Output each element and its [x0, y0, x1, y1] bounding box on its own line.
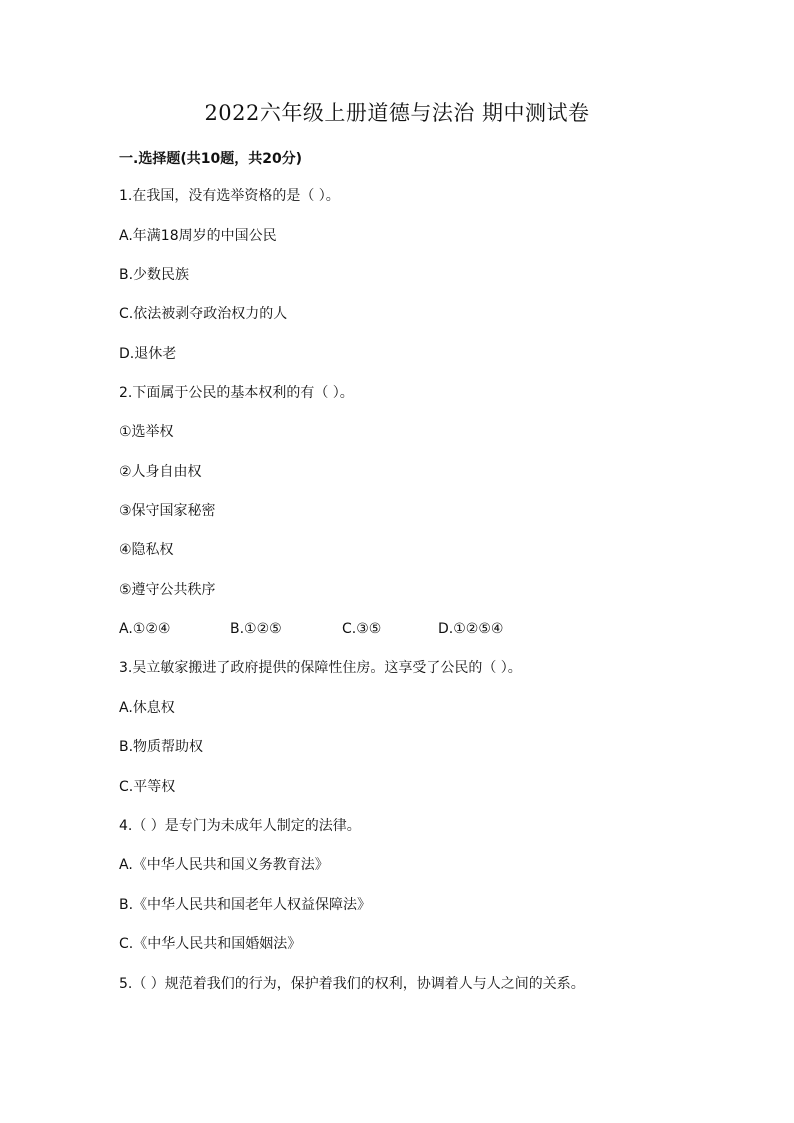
question-1-stem: 1.在我国，没有选举资格的是（ ）。	[119, 188, 340, 204]
question-2-option-d: D.①②⑤④	[438, 621, 504, 637]
question-3-option-a: A.休息权	[119, 700, 175, 716]
question-4-option-b: B.《中华人民共和国老年人权益保障法》	[119, 897, 372, 913]
question-2-item-3: ③保守国家秘密	[119, 503, 216, 519]
question-2-item-4: ④隐私权	[119, 542, 174, 558]
question-3-option-b: B.物质帮助权	[119, 739, 204, 755]
question-4-option-c: C.《中华人民共和国婚姻法》	[119, 936, 302, 952]
section-heading: 一.选择题(共10题，共20分)	[119, 151, 303, 167]
page-title: 2022六年级上册道德与法治 期中测试卷	[204, 101, 590, 125]
question-2-option-c: C.③⑤	[342, 621, 382, 637]
question-2-option-a: A.①②④	[119, 621, 171, 637]
question-4-option-a: A.《中华人民共和国义务教育法》	[119, 857, 329, 873]
question-1-option-c: C.依法被剥夺政治权力的人	[119, 306, 288, 322]
question-2-item-5: ⑤遵守公共秩序	[119, 582, 216, 598]
question-4-stem: 4.（ ）是专门为未成年人制定的法律。	[119, 818, 361, 834]
question-2-option-b: B.①②⑤	[230, 621, 282, 637]
question-2-item-2: ②人身自由权	[119, 464, 202, 480]
question-3-option-c: C.平等权	[119, 779, 176, 795]
question-2-stem: 2.下面属于公民的基本权利的有（ ）。	[119, 385, 354, 401]
question-5-stem: 5.（ ）规范着我们的行为，保护着我们的权利，协调着人与人之间的关系。	[119, 976, 585, 992]
question-1-option-b: B.少数民族	[119, 267, 190, 283]
question-1-option-d: D.退休老	[119, 346, 177, 362]
question-2-item-1: ①选举权	[119, 424, 174, 440]
question-1-option-a: A.年满18周岁的中国公民	[119, 228, 277, 244]
question-3-stem: 3.吴立敏家搬进了政府提供的保障性住房。这享受了公民的（ ）。	[119, 660, 522, 676]
